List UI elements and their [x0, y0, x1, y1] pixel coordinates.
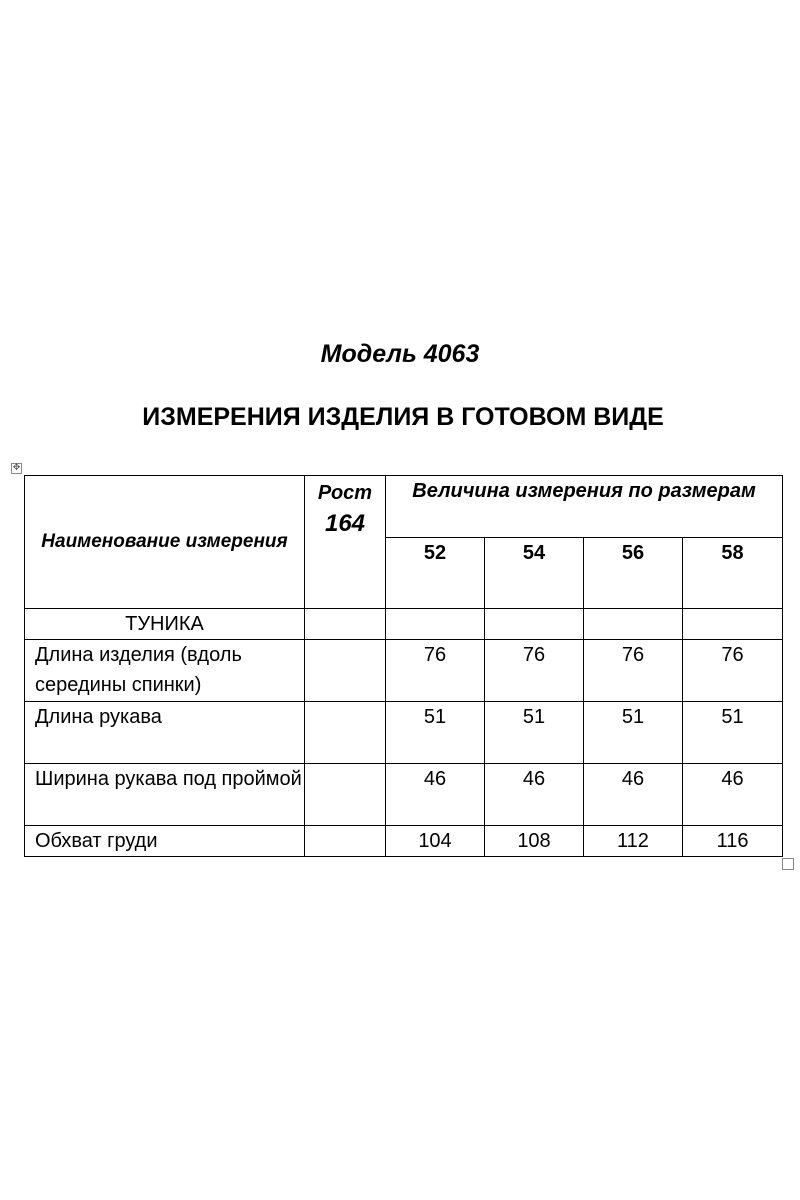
- empty-cell: [386, 609, 485, 640]
- empty-cell: [683, 609, 783, 640]
- header-size-52: 52: [386, 538, 485, 609]
- section-row: [25, 609, 783, 640]
- table-resize-handle-icon[interactable]: [782, 858, 794, 870]
- value-cell: 116: [683, 826, 783, 857]
- value-cell: 46: [485, 764, 584, 826]
- table-row: [25, 764, 783, 826]
- value-cell: 76: [386, 640, 485, 702]
- rost-cell: [305, 826, 386, 857]
- header-size-group: Величина измерения по размерам: [386, 476, 783, 538]
- section-label: ТУНИКА: [25, 609, 305, 640]
- table-move-handle-icon[interactable]: ✥: [12, 463, 21, 473]
- measurements-table: [24, 475, 783, 857]
- header-size-56: 56: [584, 538, 683, 609]
- value-cell: 76: [584, 640, 683, 702]
- header-rost: [305, 476, 386, 609]
- empty-cell: [584, 609, 683, 640]
- value-cell: 108: [485, 826, 584, 857]
- table-row: [25, 640, 783, 702]
- header-measurement-name: Наименование измерения: [25, 476, 305, 609]
- value-cell: 76: [683, 640, 783, 702]
- table-row: [25, 702, 783, 764]
- rost-cell: [305, 764, 386, 826]
- rost-label: Рост: [317, 482, 373, 504]
- row-label: Длина рукава: [25, 702, 305, 764]
- row-label: Обхват груди: [25, 826, 305, 857]
- value-cell: 46: [683, 764, 783, 826]
- value-cell: 76: [485, 640, 584, 702]
- row-label: Длина изделия (вдоль середины спинки): [25, 640, 305, 702]
- rost-cell: [305, 640, 386, 702]
- value-cell: 51: [683, 702, 783, 764]
- rost-value: 164: [324, 510, 366, 537]
- value-cell: 46: [386, 764, 485, 826]
- value-cell: 51: [386, 702, 485, 764]
- empty-cell: [305, 609, 386, 640]
- header-size-54: 54: [485, 538, 584, 609]
- row-label: Ширина рукава под проймой: [25, 764, 305, 826]
- value-cell: 104: [386, 826, 485, 857]
- empty-cell: [485, 609, 584, 640]
- value-cell: 112: [584, 826, 683, 857]
- value-cell: 46: [584, 764, 683, 826]
- header-size-58: 58: [683, 538, 783, 609]
- rost-cell: [305, 702, 386, 764]
- value-cell: 51: [584, 702, 683, 764]
- model-title: Модель 4063: [320, 340, 480, 368]
- page-title: ИЗМЕРЕНИЯ ИЗДЕЛИЯ В ГОТОВОМ ВИДЕ: [142, 403, 664, 431]
- value-cell: 51: [485, 702, 584, 764]
- table-row: [25, 826, 783, 857]
